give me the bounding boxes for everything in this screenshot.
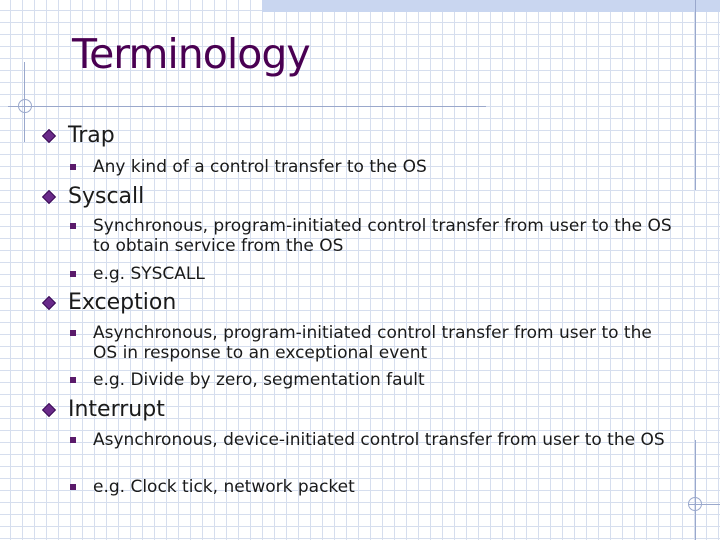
bullet-exception	[40, 290, 176, 315]
sub-bullet-text: e.g. Clock tick, network packet	[93, 477, 355, 497]
square-bullet-icon	[70, 164, 76, 170]
sub-bullet-text: Asynchronous, program-initiated control transfer from user to the OS in response to an exceptional event	[93, 323, 652, 363]
square-bullet-icon	[70, 377, 76, 383]
sub-bullet	[70, 323, 680, 363]
sub-bullet	[70, 477, 680, 497]
sub-bullet	[70, 370, 680, 390]
square-bullet-icon	[70, 223, 76, 229]
sub-bullet-text: e.g. SYSCALL	[93, 264, 205, 284]
diamond-bullet-icon	[42, 128, 56, 142]
sub-bullet	[70, 264, 680, 284]
square-bullet-icon	[70, 437, 76, 443]
sub-bullet	[70, 430, 680, 450]
square-bullet-icon	[70, 484, 76, 490]
bullet-heading: Trap	[68, 123, 115, 148]
bullet-heading: Syscall	[68, 184, 145, 209]
sub-bullet	[70, 216, 680, 256]
sub-bullet-text: Any kind of a control transfer to the OS	[93, 157, 427, 177]
bullet-interrupt	[40, 397, 165, 422]
square-bullet-icon	[70, 271, 76, 277]
bullet-heading: Interrupt	[68, 397, 165, 422]
sub-bullet-text: Synchronous, program-initiated control transfer from user to the OS to obtain service from the OS	[93, 216, 672, 256]
square-bullet-icon	[70, 330, 76, 336]
sub-bullet	[70, 157, 680, 177]
diamond-bullet-icon	[42, 189, 56, 203]
diamond-bullet-icon	[42, 402, 56, 416]
slide-title: Terminology	[72, 30, 310, 78]
sub-bullet-text: e.g. Divide by zero, segmentation fault	[93, 370, 425, 390]
bullet-syscall	[40, 184, 144, 209]
sub-bullet-text: Asynchronous, device-initiated control transfer from user to the OS	[93, 430, 665, 450]
bullet-heading: Exception	[68, 290, 177, 315]
bullet-trap	[40, 123, 115, 148]
diamond-bullet-icon	[42, 295, 56, 309]
